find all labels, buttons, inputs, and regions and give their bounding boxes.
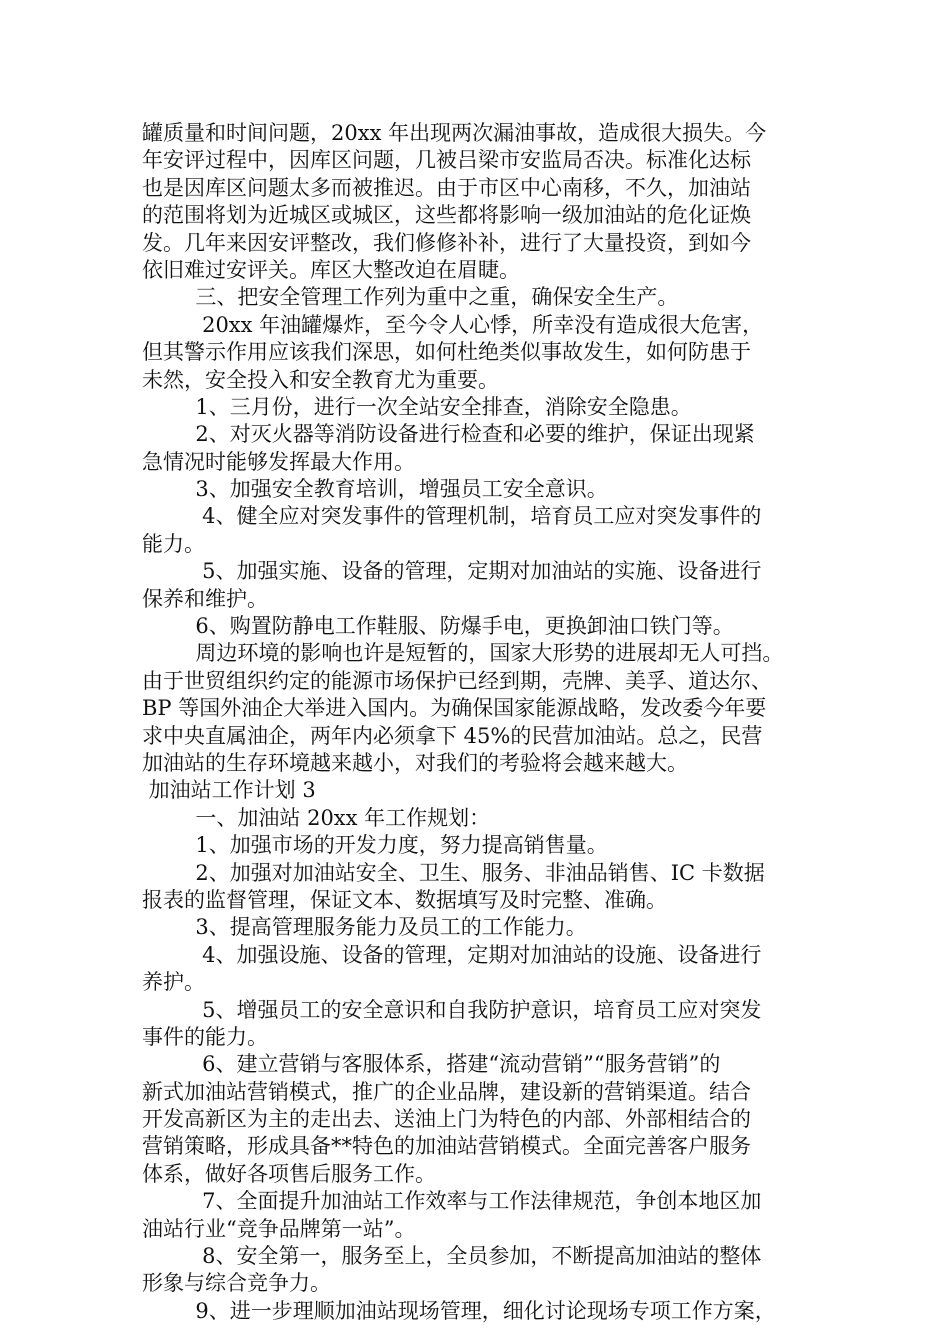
list-item: 8、安全第一，服务至上，全员参加，不断提高加油站的整体 [142,1244,762,1269]
text-line: 依旧难过安评关。库区大整改迫在眉睫。 [142,257,520,282]
text-line: 急情况时能够发挥最大作用。 [142,449,415,474]
text-line: 年安评过程中，因库区问题，几被吕梁市安监局否决。标准化达标 [142,148,751,173]
section-heading: 一、加油站 20xx 年工作规划： [142,805,491,830]
plan-title: 加油站工作计划 3 [142,778,316,803]
document-body [142,120,826,1325]
text-line: 罐质量和时间问题，20xx 年出现两次漏油事故，造成很大损失。今 [142,121,767,145]
list-item: 4、加强设施、设备的管理，定期对加油站的设施、设备进行 [142,942,762,967]
text-line: 养护。 [142,970,205,995]
list-item: 3、提高管理服务能力及员工的工作能力。 [142,915,587,940]
text-line: 报表的监督管理，保证文本、数据填写及时完整、准确。 [142,887,667,912]
text-line: 但其警示作用应该我们深思，如何杜绝类似事故发生，如何防患于 [142,340,751,365]
list-item: 3、加强安全教育培训，增强员工安全意识。 [142,477,608,502]
list-item: 1、三月份，进行一次全站安全排查，消除安全隐患。 [142,394,692,419]
list-item: 5、加强实施、设备的管理，定期对加油站的实施、设备进行 [142,559,762,584]
list-item: 5、增强员工的安全意识和自我防护意识，培育员工应对突发 [142,997,762,1022]
text-line: 发。几年来因安评整改，我们修修补补，进行了大量投资，到如今 [142,230,751,255]
text-line: 也是因库区问题太多而被推迟。由于市区中心南移，不久，加油站 [142,175,751,200]
text-line: 开发高新区为主的走出去、送油上门为特色的内部、外部相结合的 [142,1107,751,1132]
list-item: 2、对灭火器等消防设备进行检查和必要的维护，保证出现紧 [142,422,755,447]
text-line: 由于世贸组织约定的能源市场保护已经到期，壳牌、美孚、道达尔、 [142,668,772,693]
text-line: 20xx 年油罐爆炸，至今令人心悸，所幸没有造成很大危害， [142,312,764,337]
text-line: 体系，做好各项售后服务工作。 [142,1161,436,1186]
text-line: 新式加油站营销模式，推广的企业品牌，建设新的营销渠道。结合 [142,1079,751,1104]
text-line: 未然，安全投入和安全教育尤为重要。 [142,367,499,392]
list-item: 6、建立营销与客服体系，搭建“流动营销”“服务营销”的 [142,1052,721,1077]
text-line: 的范围将划为近城区或城区，这些都将影响一级加油站的危化证焕 [142,203,751,228]
text-line: 求中央直属油企，两年内必须拿下 45%的民营加油站。总之，民营 [142,723,763,748]
text-line: 油站行业“竞争品牌第一站”。 [142,1216,416,1241]
text-line: 周边环境的影响也许是短暂的，国家大形势的进展却无人可挡。 [142,641,784,666]
list-item: 1、加强市场的开发力度，努力提高销售量。 [142,833,608,858]
list-item: 2、加强对加油站安全、卫生、服务、非油品销售、IC 卡数据 [142,860,765,885]
section-heading: 三、把安全管理工作列为重中之重，确保安全生产。 [142,285,679,310]
text-line: 能力。 [142,531,205,556]
text-line: 形象与综合竞争力。 [142,1271,331,1296]
text-line: 营销策略，形成具备**特色的加油站营销模式。全面完善客户服务 [142,1134,751,1159]
text-line: 保养和维护。 [142,586,268,611]
list-item: 9、进一步理顺加油站现场管理，细化讨论现场专项工作方案， [142,1298,776,1323]
text-line: 加油站的生存环境越来越小，对我们的考验将会越来越大。 [142,750,688,775]
list-item: 7、全面提升加油站工作效率与工作法律规范，争创本地区加 [142,1189,762,1214]
list-item: 4、健全应对突发事件的管理机制，培育员工应对突发事件的 [142,504,762,529]
text-line: 事件的能力。 [142,1024,268,1049]
list-item: 6、购置防静电工作鞋服、防爆手电，更换卸油口铁门等。 [142,614,734,639]
text-line: BP 等国外油企大举进入国内。为确保国家能源战略，发改委今年要 [142,696,767,721]
